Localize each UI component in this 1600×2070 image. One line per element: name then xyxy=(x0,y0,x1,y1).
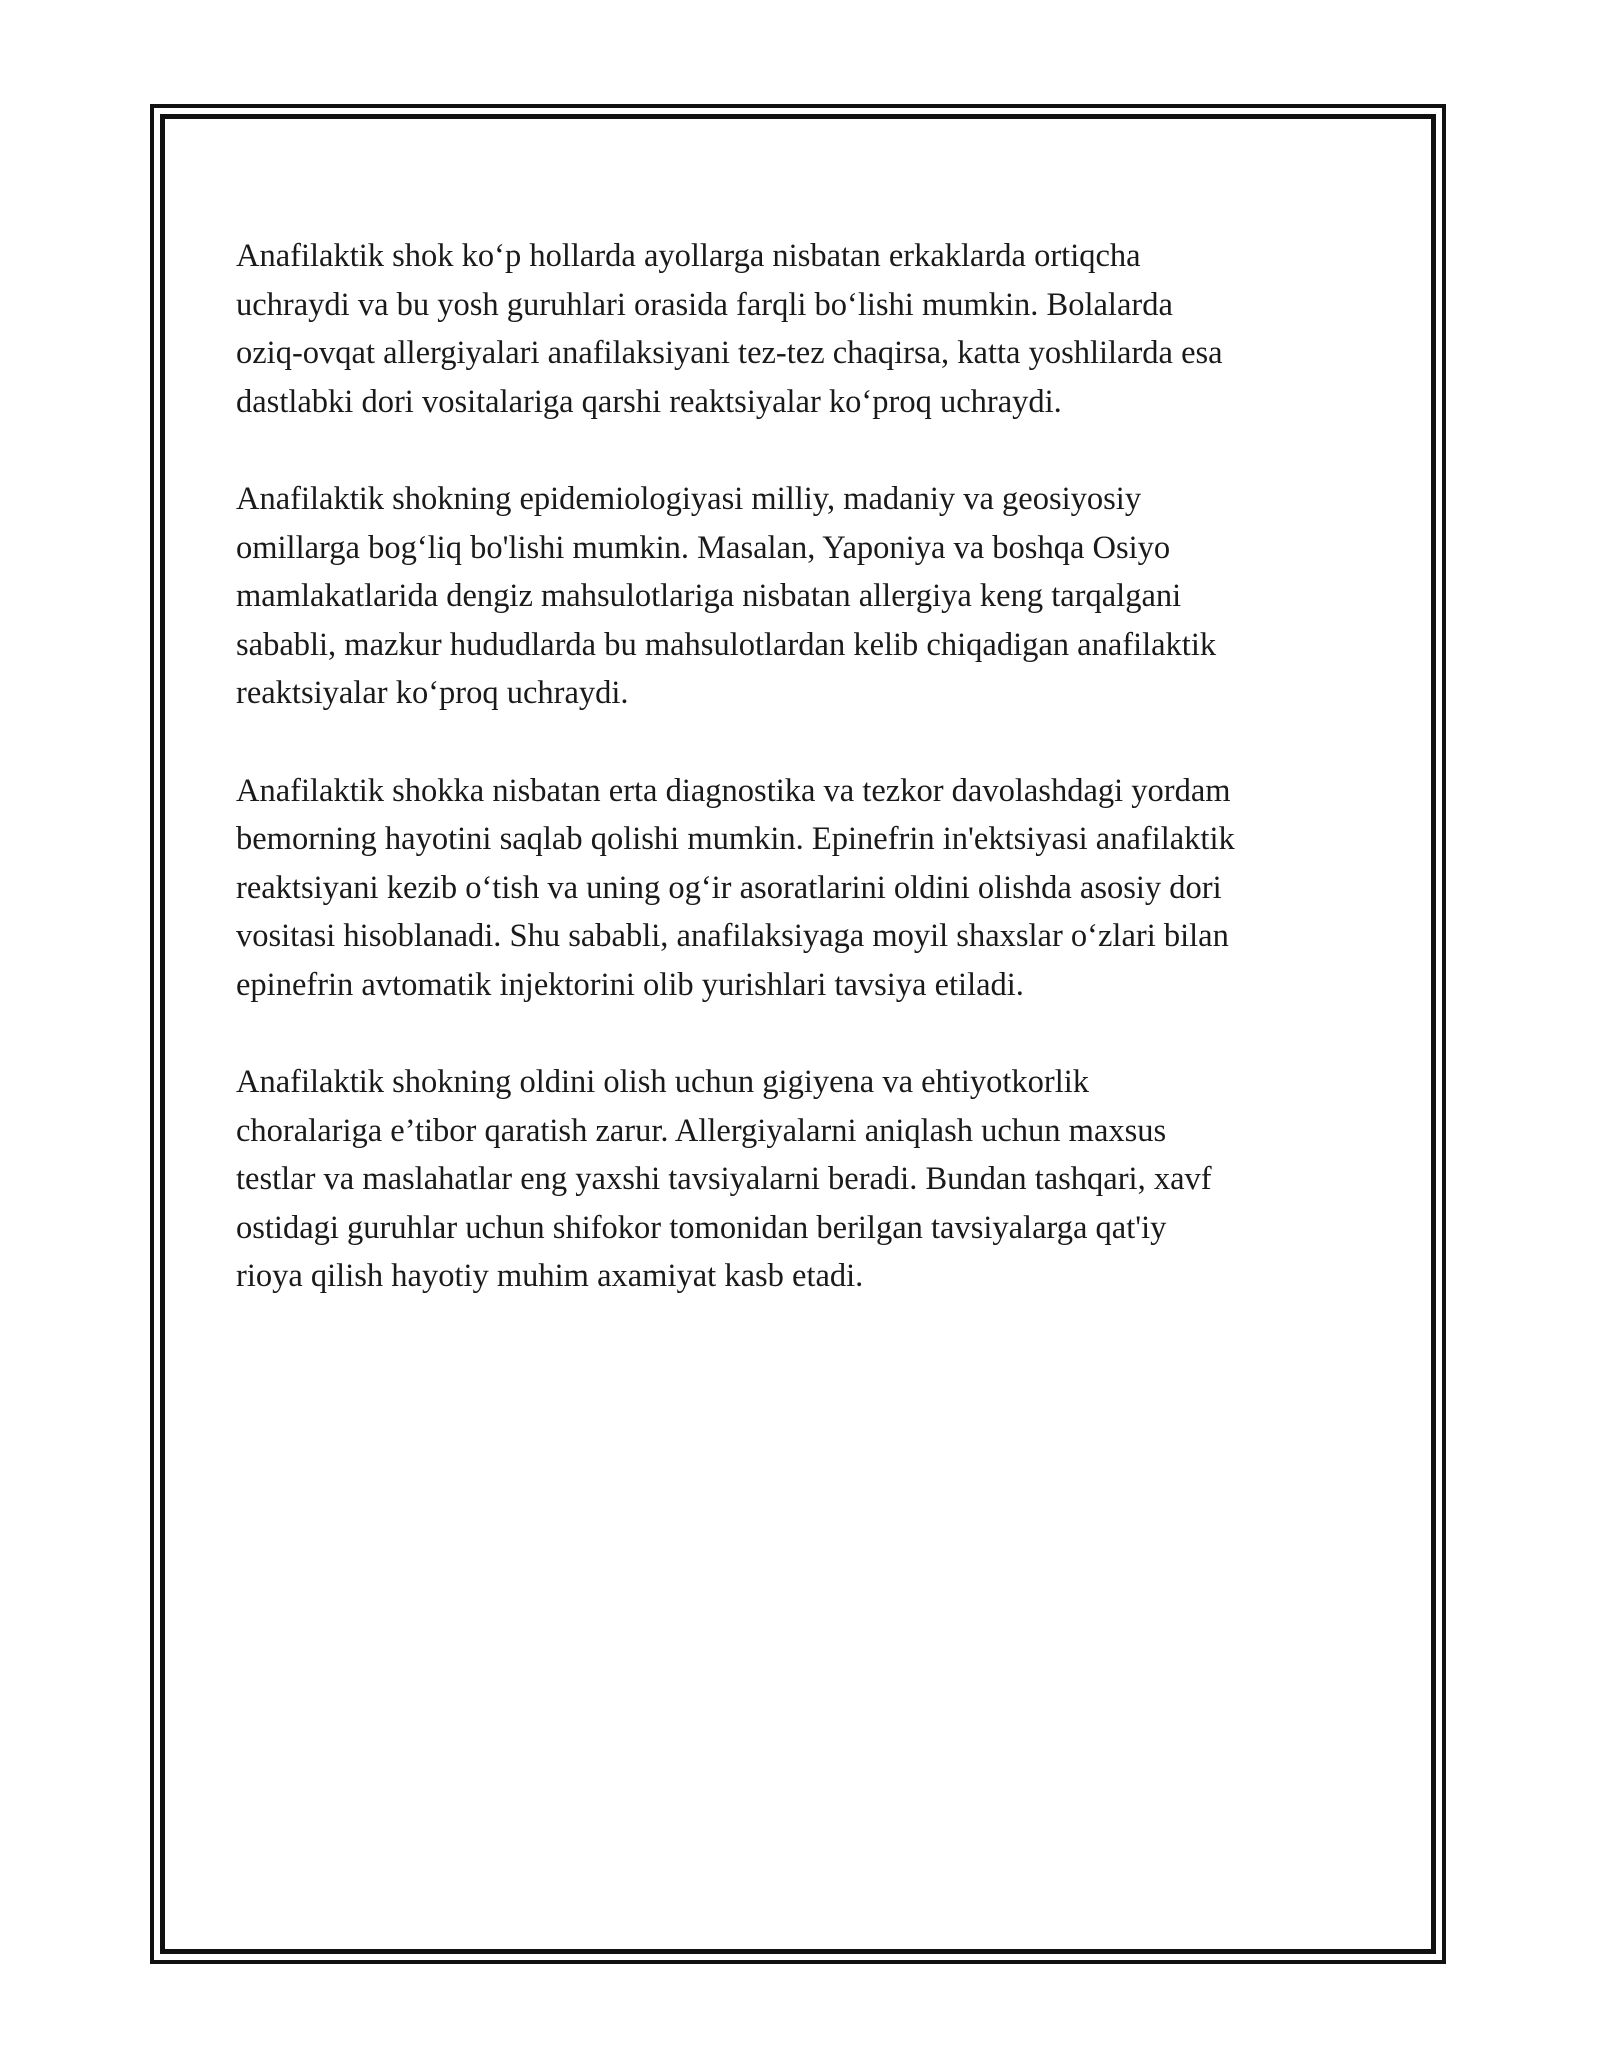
text-line: reaktsiyalar ko‘proq uchraydi. xyxy=(236,675,629,712)
text-line: epinefrin avtomatik injektorini olib yurishlari tavsiya etiladi. xyxy=(236,966,1024,1003)
paragraph-2 xyxy=(236,475,1386,718)
text-line: Anafilaktik shokning oldini olish uchun gigiyena va ehtiyotkorlik xyxy=(236,1064,1090,1101)
text-line: sababli, mazkur hududlarda bu mahsulotlardan kelib chiqadigan anafilaktik xyxy=(236,626,1217,663)
paragraph-3 xyxy=(236,767,1386,1010)
text-line: Anafilaktik shok ko‘p hollarda ayollarga nisbatan erkaklarda ortiqcha xyxy=(236,238,1141,274)
text-line: mamlakatlarida dengiz mahsulotlariga nisbatan allergiya keng tarqalgani xyxy=(236,578,1182,615)
text-line: Anafilaktik shokka nisbatan erta diagnostika va tezkor davolashdagi yordam xyxy=(236,772,1231,809)
text-line: rioya qilish hayotiy muhim axamiyat kasb etadi. xyxy=(236,1258,864,1295)
text-line: ostidagi guruhlar uchun shifokor tomonidan berilgan tavsiyalarga qat'iy xyxy=(236,1209,1167,1246)
text-line: omillarga bog‘liq bo'lishi mumkin. Masalan, Yaponiya va boshqa Osiyo xyxy=(236,529,1171,566)
text-line: Anafilaktik shokning epidemiologiyasi milliy, madaniy va geosiyosiy xyxy=(236,480,1142,517)
text-line: reaktsiyani kezib o‘tish va uning og‘ir asoratlarini oldini olishda asosiy dori xyxy=(236,869,1222,906)
text-line: uchraydi va bu yosh guruhlari orasida farqli bo‘lishi mumkin. Bolalarda xyxy=(236,286,1173,323)
text-line: testlar va maslahatlar eng yaxshi tavsiyalarni beradi. Bundan tashqari, xavf xyxy=(236,1161,1212,1198)
text-line: vositasi hisoblanadi. Shu sababli, anafilaksiyaga moyil shaxslar o‘zlari bilan xyxy=(236,918,1229,955)
text-line: bemorning hayotini saqlab qolishi mumkin. Epinefrin in'ektsiyasi anafilaktik xyxy=(236,821,1235,858)
paragraph-1 xyxy=(236,232,1386,426)
text-line: oziq-ovqat allergiyalari anafilaksiyani tez-tez chaqirsa, katta yoshlilarda esa xyxy=(236,335,1223,372)
text-line: choralariga e’tibor qaratish zarur. Allergiyalarni aniqlash uchun maxsus xyxy=(236,1112,1167,1149)
text-line: dastlabki dori vositalariga qarshi reaktsiyalar ko‘proq uchraydi. xyxy=(236,383,1062,420)
paragraph-4 xyxy=(236,1058,1386,1301)
document-body xyxy=(236,232,1386,1350)
